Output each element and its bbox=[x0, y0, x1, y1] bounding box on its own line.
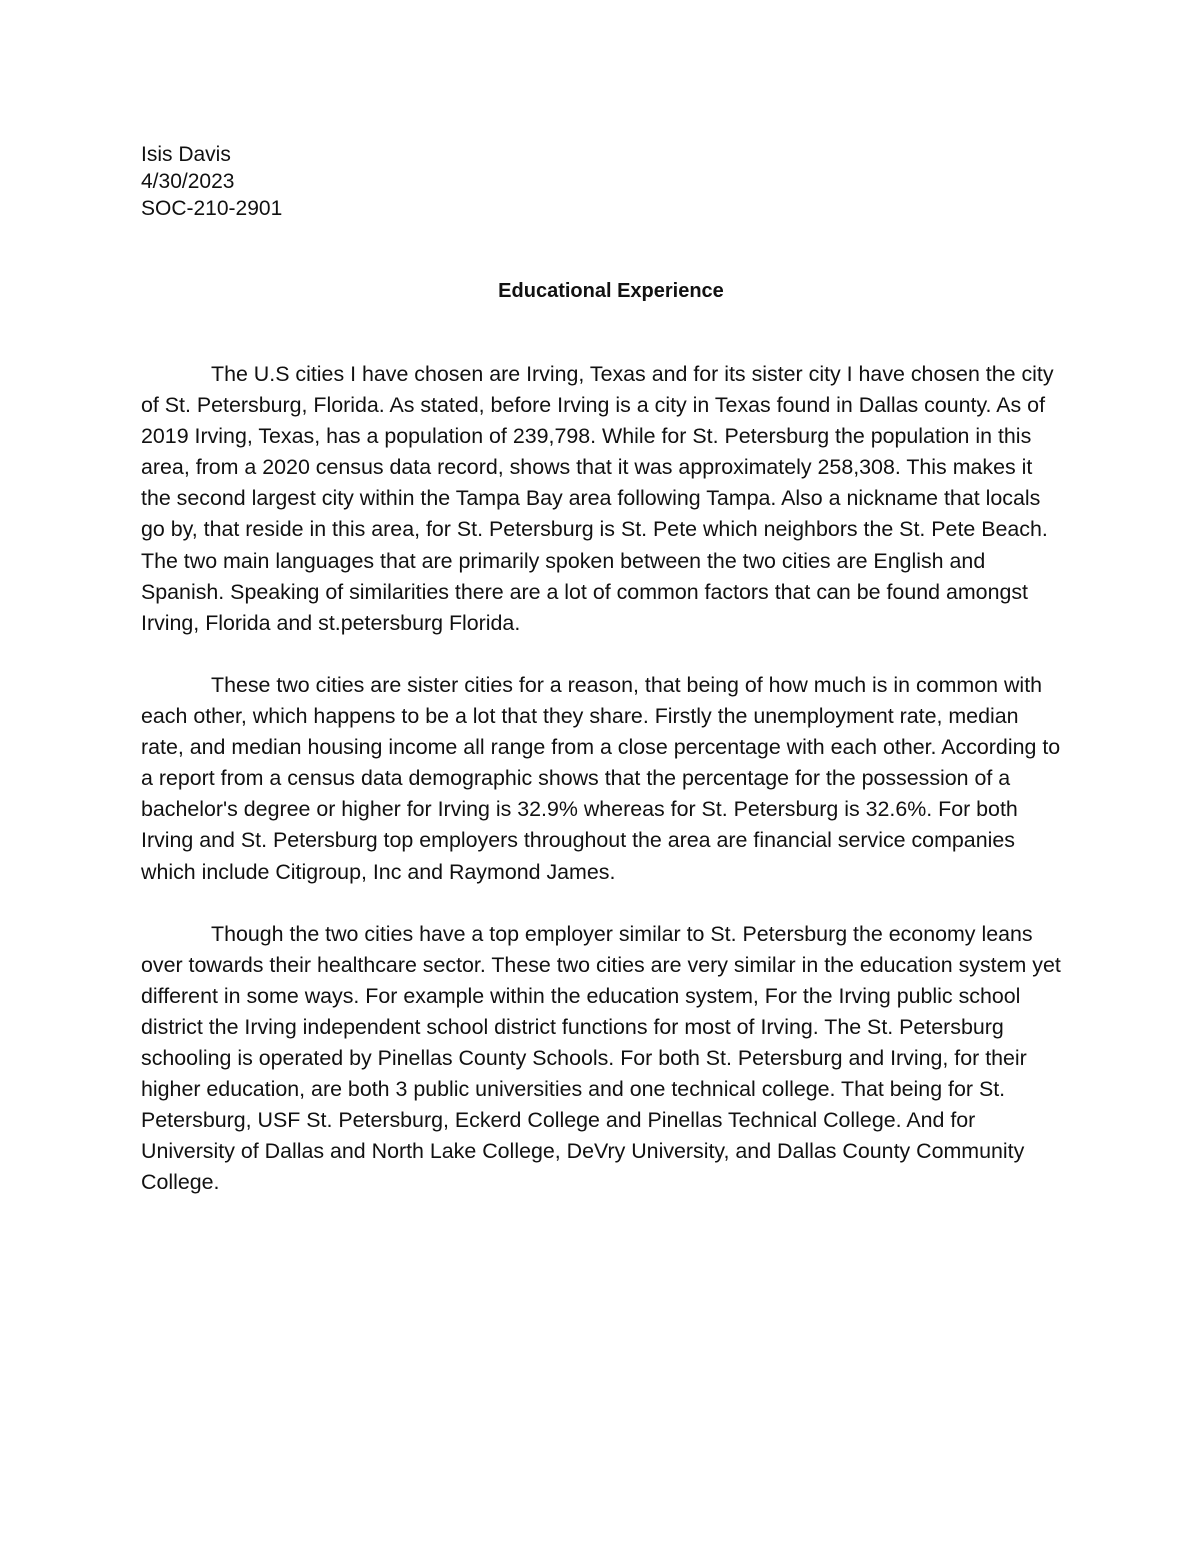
paragraph-1: The U.S cities I have chosen are Irving, Texas and for its sister city I have chosen the city of St. Petersburg, Florida. As stated, before Irving is a city in Texas found in Dallas county. As of 2019 Irving, Texas, has a population of 239,798. While for St. Petersburg the population in this area, from a 2020 census data record, shows that it was approximately 258,308. This makes it the second largest city within the Tampa Bay area following Tampa. Also a nickname that locals go by, that reside in this area, for St. Petersburg is St. Pete which neighbors the St. Pete Beach. The two main languages that are primarily spoken between the two cities are English and Spanish. Speaking of similarities there are a lot of common factors that can be found amongst Irving, Florida and st.petersburg Florida. bbox=[141, 362, 1054, 635]
author-name: Isis Davis bbox=[141, 143, 231, 166]
course-code: SOC-210-2901 bbox=[141, 197, 283, 220]
document-title: Educational Experience bbox=[498, 280, 724, 302]
document-date: 4/30/2023 bbox=[141, 170, 235, 193]
paragraph-3: Though the two cities have a top employer similar to St. Petersburg the economy leans over towards their healthcare sector. These two cities are very similar in the education system yet different in some ways. For example within the education system, For the Irving public school district the Irving independent school district functions for most of Irving. The St. Petersburg schooling is operated by Pinellas County Schools. For both St. Petersburg and Irving, for their higher education, are both 3 public universities and one technical college. That being for St. Petersburg, USF St. Petersburg, Eckerd College and Pinellas Technical College. And for University of Dallas and North Lake College, DeVry University, and Dallas County Community College. bbox=[141, 921, 1061, 1195]
document-body bbox=[141, 359, 1061, 1230]
paragraph-2: These two cities are sister cities for a reason, that being of how much is in common with each other, which happens to be a lot that they share. Firstly the unemployment rate, median rate, and median housing income all range from a close percentage with each other. According to a report from a census data demographic shows that the percentage for the possession of a bachelor's degree or higher for Irving is 32.9% whereas for St. Petersburg is 32.6%. For both Irving and St. Petersburg top employers throughout the area are financial service companies which include Citigroup, Inc and Raymond James. bbox=[141, 672, 1061, 884]
document-header bbox=[141, 141, 282, 222]
